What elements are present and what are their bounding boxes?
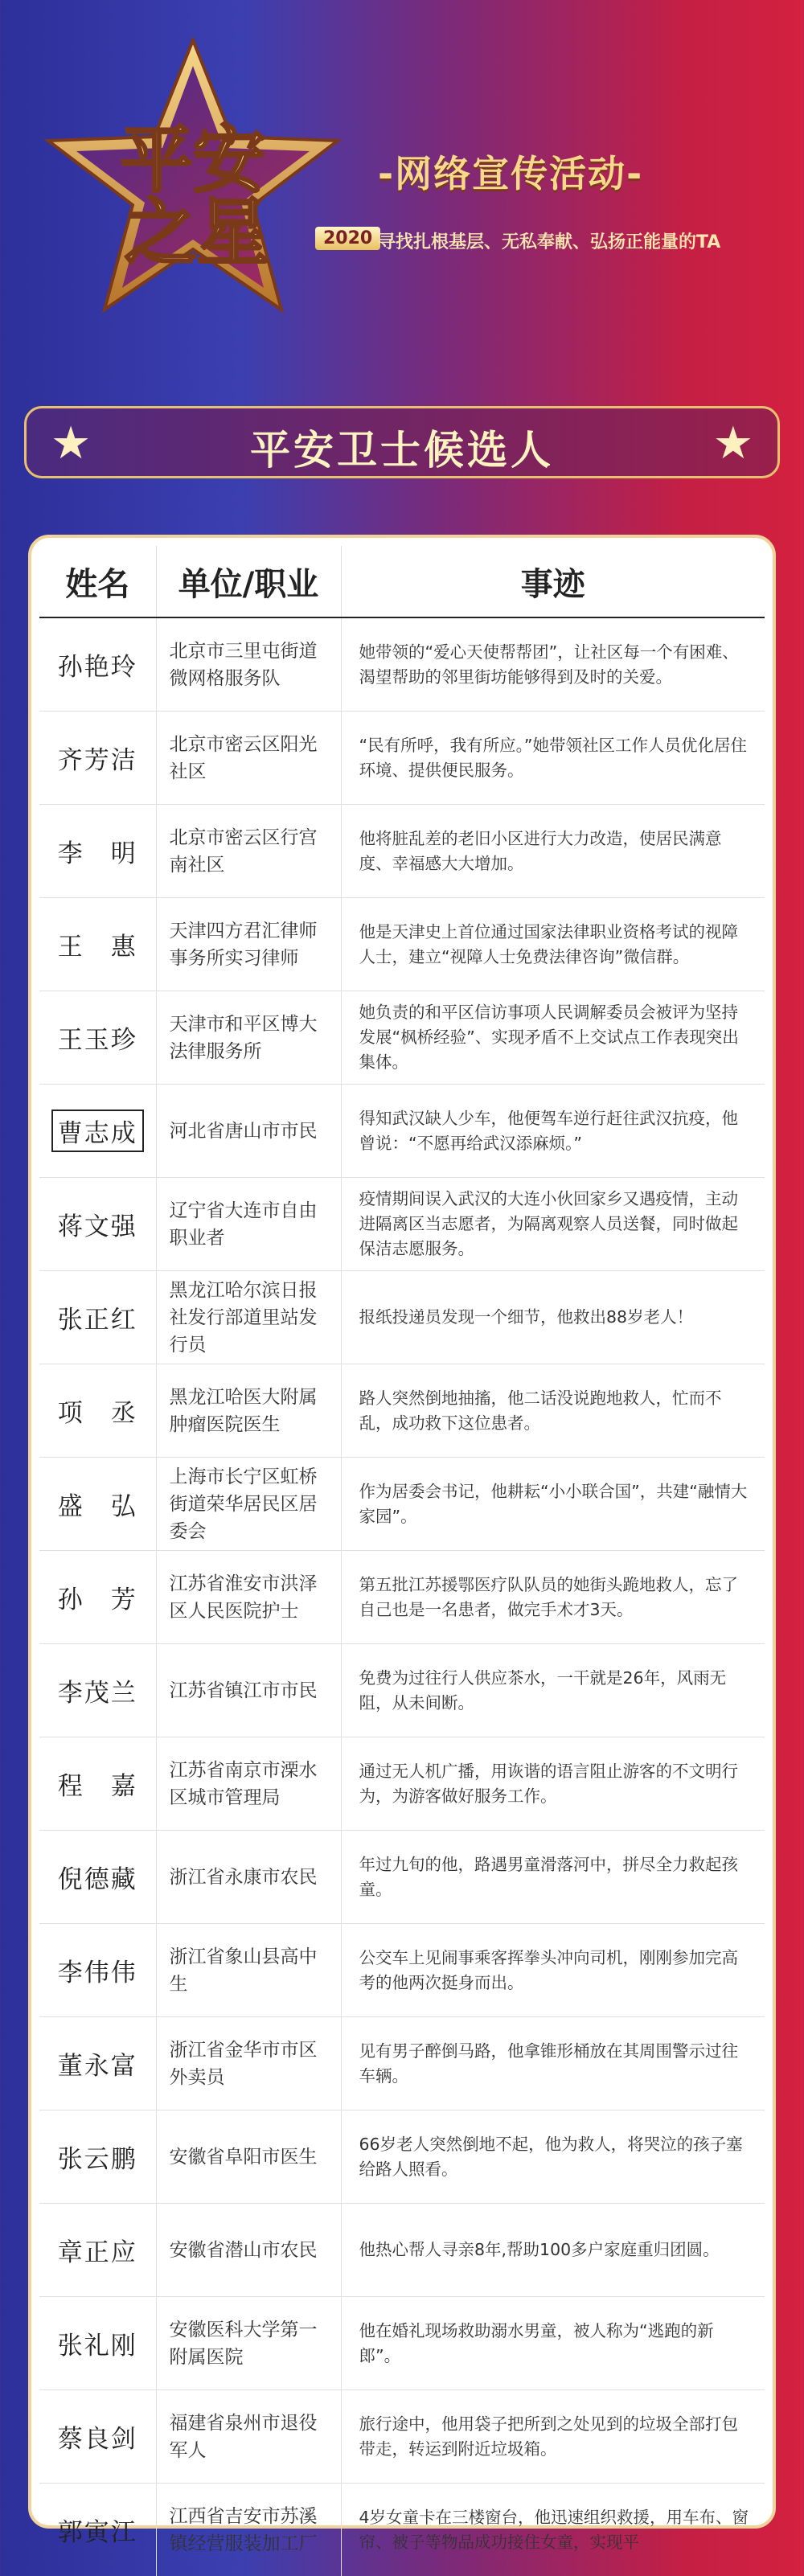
candidate-card: [28, 535, 776, 2529]
star-icon: ★: [51, 420, 91, 468]
candidate-unit: 上海市长宁区虹桥街道荣华居民区居委会: [156, 1458, 341, 1551]
table-row: [39, 1364, 765, 1458]
star-icon: ★: [713, 420, 753, 468]
candidate-unit: 天津市和平区博大法律服务所: [156, 991, 341, 1085]
logo-text-line1: 平安: [121, 117, 265, 203]
candidate-name: 盛 弘: [58, 1492, 137, 1521]
table-row: [39, 2204, 765, 2297]
candidate-deed: 4岁女童卡在三楼窗台，他迅速组织救援，用车布、窗帘、被子等物品成功接住女童，实现平: [341, 2484, 765, 2576]
candidate-name: 章正应: [58, 2238, 137, 2267]
candidate-name-cell: [39, 1364, 156, 1458]
candidate-deed: 他在婚礼现场救助溺水男童，被人称为“逃跑的新郎”。: [341, 2297, 765, 2390]
candidate-unit: 江苏省南京市溧水区城市管理局: [156, 1737, 341, 1831]
candidate-name: 王 惠: [58, 933, 137, 962]
candidate-unit: 江苏省淮安市洪泽区人民医院护士: [156, 1551, 341, 1644]
candidate-deed: 66岁老人突然倒地不起，他为救人，将哭泣的孩子塞给路人照看。: [341, 2110, 765, 2204]
candidate-deed: 路人突然倒地抽搐，他二话没说跑地救人，忙而不乱，成功救下这位患者。: [341, 1364, 765, 1458]
table-row: [39, 1831, 765, 1924]
candidate-deed: “民有所呼，我有所应。”她带领社区工作人员优化居住环境、提供便民服务。: [341, 712, 765, 805]
candidate-name-cell: [39, 1551, 156, 1644]
candidate-unit: 北京市三里屯街道微网格服务队: [156, 617, 341, 712]
candidate-name-cell: [39, 2297, 156, 2390]
header-name: 姓名: [39, 546, 156, 617]
table-row: [39, 1271, 765, 1364]
candidate-name: 董永富: [58, 2052, 137, 2081]
table-row: [39, 898, 765, 991]
table-row: [39, 712, 765, 805]
candidate-name-cell: [39, 898, 156, 991]
candidate-deed: 他是天津史上首位通过国家法律职业资格考试的视障人士，建立“视障人士免费法律咨询”微信群。: [341, 898, 765, 991]
slogan: 寻找扎根基层、无私奉献、弘扬正能量的TA: [378, 228, 720, 253]
candidate-unit: 江苏省镇江市市民: [156, 1644, 341, 1737]
candidate-deed: 报纸投递员发现一个细节，他救出88岁老人！: [341, 1271, 765, 1364]
candidate-name-cell: [39, 1458, 156, 1551]
candidate-deed: 第五批江苏援鄂医疗队队员的她街头跪地救人，忘了自己也是一名患者，做完手术才3天。: [341, 1551, 765, 1644]
candidate-name-cell: [39, 1271, 156, 1364]
candidate-deed: 她负责的和平区信访事项人民调解委员会被评为坚持发展“枫桥经验”、实现矛盾不上交试点工作表现突出集体。: [341, 991, 765, 1085]
candidate-name: 蒋文强: [58, 1212, 137, 1241]
table-row: [39, 2017, 765, 2110]
candidate-deed: 见有男子醉倒马路，他拿锥形桶放在其周围警示过往车辆。: [341, 2017, 765, 2110]
candidate-name: 曹志成: [51, 1110, 144, 1152]
candidate-name: 孙艳玲: [58, 653, 137, 682]
candidate-unit: 福建省泉州市退役军人: [156, 2390, 341, 2484]
candidate-name-cell: [39, 1644, 156, 1737]
candidate-unit: 北京市密云区阳光社区: [156, 712, 341, 805]
candidate-name: 倪德藏: [58, 1865, 137, 1894]
candidate-unit: 黑龙江哈医大附属肿瘤医院医生: [156, 1364, 341, 1458]
candidate-deed: 旅行途中，他用袋子把所到之处见到的垃圾全部打包带走，转运到附近垃圾箱。: [341, 2390, 765, 2484]
candidate-deed: 得知武汉缺人少车，他便驾车逆行赶往武汉抗疫，他曾说：“不愿再给武汉添麻烦。”: [341, 1085, 765, 1178]
candidate-deed: 他热心帮人寻亲8年,帮助100多户家庭重归团圆。: [341, 2204, 765, 2297]
candidate-name-cell: [39, 2017, 156, 2110]
candidate-name-cell: [39, 2110, 156, 2204]
table-row: [39, 1178, 765, 1271]
header: [0, 0, 804, 402]
table-row: [39, 2297, 765, 2390]
candidate-name: 蔡良剑: [58, 2425, 137, 2454]
table-header-row: [39, 546, 765, 617]
candidate-name: 孙 芳: [58, 1585, 137, 1614]
candidate-name: 李 明: [58, 839, 137, 868]
table-row: [39, 1644, 765, 1737]
activity-subtitle: -网络宣传活动-: [378, 145, 643, 198]
candidate-deed: 他将脏乱差的老旧小区进行大力改造，使居民满意度、幸福感大大增加。: [341, 805, 765, 898]
logo-text-line2: 之星: [125, 190, 269, 275]
candidate-unit: 天津四方君汇律师事务所实习律师: [156, 898, 341, 991]
candidate-name: 张云鹏: [58, 2145, 137, 2174]
table-row: [39, 1085, 765, 1178]
candidate-unit: 安徽医科大学第一附属医院: [156, 2297, 341, 2390]
candidate-deed: 通过无人机广播，用诙谐的语言阻止游客的不文明行为，为游客做好服务工作。: [341, 1737, 765, 1831]
table-row: [39, 2484, 765, 2576]
table-row: [39, 1737, 765, 1831]
candidate-name: 张正红: [58, 1306, 137, 1335]
candidate-deed: 免费为过往行人供应茶水，一干就是26年，风雨无阻，从未间断。: [341, 1644, 765, 1737]
section-banner: [24, 406, 780, 478]
candidate-name: 项 丞: [58, 1399, 137, 1428]
candidate-unit: 安徽省潜山市农民: [156, 2204, 341, 2297]
table-row: [39, 617, 765, 712]
candidate-unit: 北京市密云区行宫南社区: [156, 805, 341, 898]
candidate-name: 郭寅江: [58, 2518, 137, 2547]
candidate-deed: 作为居委会书记，他耕耘“小小联合国”，共建“融情大家园”。: [341, 1458, 765, 1551]
candidate-unit: 黑龙江哈尔滨日报社发行部道里站发行员: [156, 1271, 341, 1364]
candidate-deed: 疫情期间误入武汉的大连小伙回家乡又遇疫情，主动进隔离区当志愿者，为隔离观察人员送餐，同时做起保洁志愿服务。: [341, 1178, 765, 1271]
candidate-deed: 公交车上见闹事乘客挥拳头冲向司机，刚刚参加完高考的他两次挺身而出。: [341, 1924, 765, 2017]
candidate-deed: 年过九旬的他，路遇男童滑落河中，拼尽全力救起孩童。: [341, 1831, 765, 1924]
candidate-unit: 安徽省阜阳市医生: [156, 2110, 341, 2204]
table-row: [39, 2390, 765, 2484]
candidate-name-cell: [39, 712, 156, 805]
header-deed: 事迹: [341, 546, 765, 617]
candidate-unit: 辽宁省大连市自由职业者: [156, 1178, 341, 1271]
table-row: [39, 1551, 765, 1644]
candidate-name: 齐芳洁: [58, 746, 137, 775]
candidate-table: [39, 546, 765, 2576]
candidate-name: 张礼刚: [58, 2332, 137, 2361]
star-logo-icon: [24, 32, 362, 338]
table-row: [39, 805, 765, 898]
candidate-name: 王玉珍: [58, 1026, 137, 1055]
candidate-unit: 浙江省永康市农民: [156, 1831, 341, 1924]
table-body: [39, 617, 765, 2576]
candidate-name: 李伟伟: [58, 1959, 137, 1987]
candidate-unit: 江西省吉安市苏溪镇经营服装加工厂: [156, 2484, 341, 2576]
candidate-name-cell: [39, 1178, 156, 1271]
candidate-name-cell: [39, 1924, 156, 2017]
candidate-name-cell: [39, 617, 156, 712]
table-row: [39, 991, 765, 1085]
candidate-name-cell: [39, 991, 156, 1085]
candidate-deed: 她带领的“爱心天使帮帮团”，让社区每一个有困难、渴望帮助的邻里街坊能够得到及时的关爱。: [341, 617, 765, 712]
candidate-unit: 浙江省金华市市区外卖员: [156, 2017, 341, 2110]
candidate-unit: 浙江省象山县高中生: [156, 1924, 341, 2017]
candidate-name-cell: [39, 1737, 156, 1831]
table-row: [39, 1458, 765, 1551]
year-badge: 2020: [315, 227, 380, 250]
candidate-name-cell: [39, 2484, 156, 2576]
header-unit: 单位/职业: [156, 546, 341, 617]
candidate-name: 程 嘉: [58, 1772, 137, 1801]
banner-title: 平安卫士候选人: [27, 418, 777, 476]
candidate-name-cell: [39, 2204, 156, 2297]
candidate-name-cell: [39, 1085, 156, 1178]
candidate-name-cell: [39, 1831, 156, 1924]
table-row: [39, 1924, 765, 2017]
candidate-name: 李茂兰: [58, 1679, 137, 1708]
candidate-name-cell: [39, 805, 156, 898]
candidate-unit: 河北省唐山市市民: [156, 1085, 341, 1178]
table-row: [39, 2110, 765, 2204]
candidate-name-cell: [39, 2390, 156, 2484]
